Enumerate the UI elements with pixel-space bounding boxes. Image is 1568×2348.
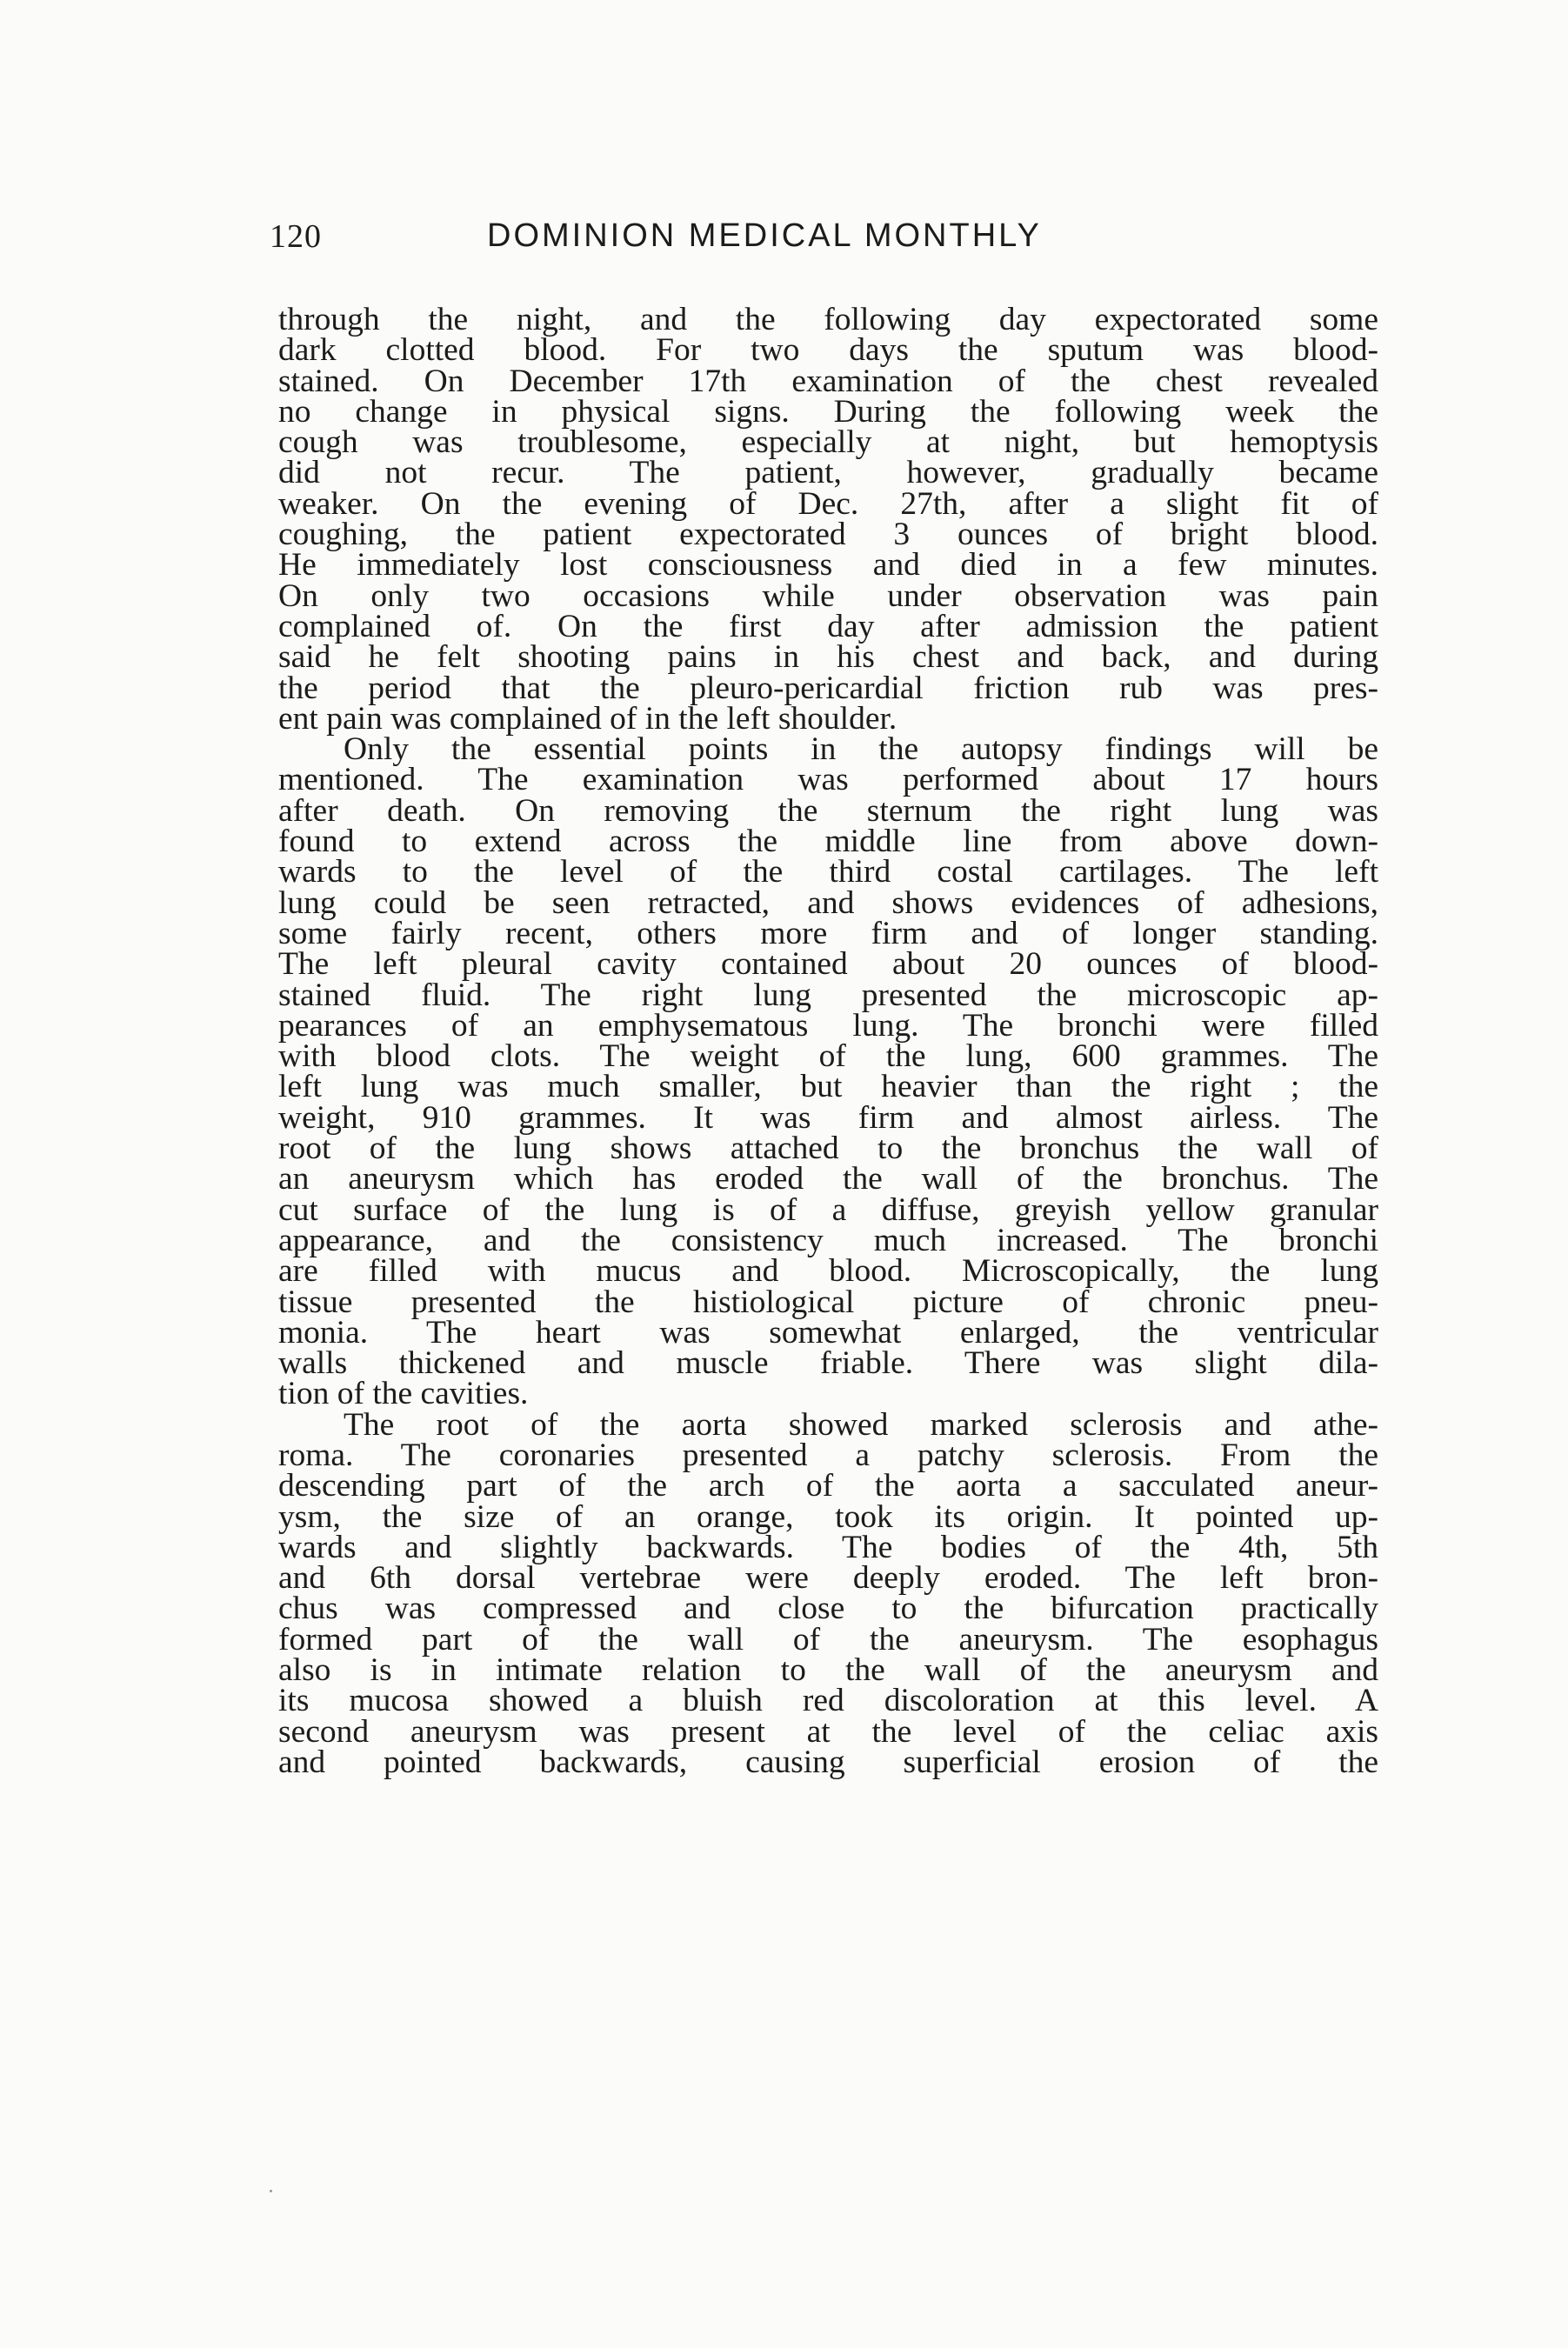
text-line: and 6th dorsal vertebrae were deeply eroded. The left bron- bbox=[278, 1560, 1378, 1597]
text-line: tissue presented the histiological picture of chronic pneu- bbox=[278, 1284, 1378, 1320]
text-line: with blood clots. The weight of the lung, 600 grammes. The bbox=[278, 1038, 1378, 1075]
text-line: pearances of an emphysematous lung. The bronchi were filled bbox=[278, 1007, 1378, 1044]
text-line: stained fluid. The right lung presented the microscopic ap- bbox=[278, 977, 1378, 1013]
text-line: ysm, the size of an orange, took its origin. It pointed up- bbox=[278, 1498, 1378, 1535]
text-line: weaker. On the evening of Dec. 27th, after a slight fit of bbox=[278, 485, 1378, 522]
text-line: stained. On December 17th examination of the chest revealed bbox=[278, 363, 1378, 399]
text-line: the period that the pleuro-pericardial friction rub was pres- bbox=[278, 670, 1378, 706]
text-line: chus was compressed and close to the bifurcation practically bbox=[278, 1591, 1378, 1627]
running-header bbox=[270, 217, 1383, 270]
text-line: did not recur. The patient, however, gradually became bbox=[278, 455, 1378, 491]
text-line: wards and slightly backwards. The bodies of the 4th, 5th bbox=[278, 1529, 1378, 1565]
text-line: after death. On removing the sternum the right lung was bbox=[278, 792, 1378, 829]
text-line: through the night, and the following day expectorated some bbox=[278, 302, 1378, 337]
text-line: On only two occasions while under observation was pain bbox=[278, 577, 1378, 614]
paragraph-1 bbox=[278, 302, 1378, 737]
text-line: root of the lung shows attached to the bronchus the wall of bbox=[278, 1131, 1378, 1167]
text-line: are filled with mucus and blood. Microscopically, the lung bbox=[278, 1253, 1378, 1290]
text-line: left lung was much smaller, but heavier than the right ; the bbox=[278, 1069, 1378, 1105]
text-line: no change in physical signs. During the following week the bbox=[278, 393, 1378, 430]
text-line: The root of the aorta showed marked sclerosis and athe- bbox=[344, 1406, 1378, 1443]
text-line: cut surface of the lung is of a diffuse, greyish yellow granular bbox=[278, 1191, 1378, 1228]
text-line: complained of. On the first day after admission the patient bbox=[278, 608, 1378, 644]
text-line: said he felt shooting pains in his chest and back, and during bbox=[278, 639, 1378, 676]
text-line: formed part of the wall of the aneurysm. The esophagus bbox=[278, 1621, 1378, 1658]
text-line: its mucosa showed a bluish red discoloration at this level. A bbox=[278, 1683, 1378, 1719]
scan-speck bbox=[270, 2190, 272, 2192]
text-line: weight, 910 grammes. It was firm and almost airless. The bbox=[278, 1099, 1378, 1136]
paragraph-3 bbox=[278, 1406, 1378, 1780]
text-line: coughing, the patient expectorated 3 ounces of bright blood. bbox=[278, 517, 1378, 553]
text-line: monia. The heart was somewhat enlarged, the ventricular bbox=[278, 1314, 1378, 1351]
text-line: an aneurysm which has eroded the wall of the bronchus. The bbox=[278, 1161, 1378, 1197]
text-line: cough was troublesome, especially at night, but hemoptysis bbox=[278, 424, 1378, 461]
text-line: second aneurysm was present at the level of the celiac axis bbox=[278, 1713, 1378, 1750]
text-line: The left pleural cavity contained about 20 ounces of blood- bbox=[278, 946, 1378, 983]
text-line: some fairly recent, others more firm and of longer standing. bbox=[278, 915, 1378, 951]
text-line: tion of the cavities. bbox=[278, 1376, 529, 1412]
text-line: ent pain was complained of in the left shoulder. bbox=[278, 700, 897, 737]
text-line: lung could be seen retracted, and shows evidences of adhesions, bbox=[278, 884, 1378, 921]
text-line: roma. The coronaries presented a patchy sclerosis. From the bbox=[278, 1437, 1378, 1473]
text-line: also is in intimate relation to the wall of the aneurysm and bbox=[278, 1652, 1378, 1689]
text-line: mentioned. The examination was performed about 17 hours bbox=[278, 762, 1378, 798]
text-line: Only the essential points in the autopsy findings will be bbox=[344, 731, 1378, 768]
text-line: wards to the level of the third costal cartilages. The left bbox=[278, 854, 1378, 891]
text-line: appearance, and the consistency much increased. The bronchi bbox=[278, 1222, 1378, 1258]
text-line: walls thickened and muscle friable. There was slight dila- bbox=[278, 1345, 1378, 1382]
text-line: descending part of the arch of the aorta a sacculated aneur- bbox=[278, 1468, 1378, 1504]
page-number: 120 bbox=[270, 218, 322, 255]
text-line: dark clotted blood. For two days the sputum was blood- bbox=[278, 332, 1378, 369]
text-line: found to extend across the middle line from above down- bbox=[278, 824, 1378, 860]
article-body bbox=[278, 304, 1378, 1778]
text-line: and pointed backwards, causing superficial erosion of the bbox=[278, 1744, 1378, 1780]
journal-title: DOMINION MEDICAL MONTHLY bbox=[487, 217, 1042, 254]
text-line: He immediately lost consciousness and died in a few minutes. bbox=[278, 547, 1378, 584]
paragraph-2 bbox=[278, 731, 1378, 1412]
